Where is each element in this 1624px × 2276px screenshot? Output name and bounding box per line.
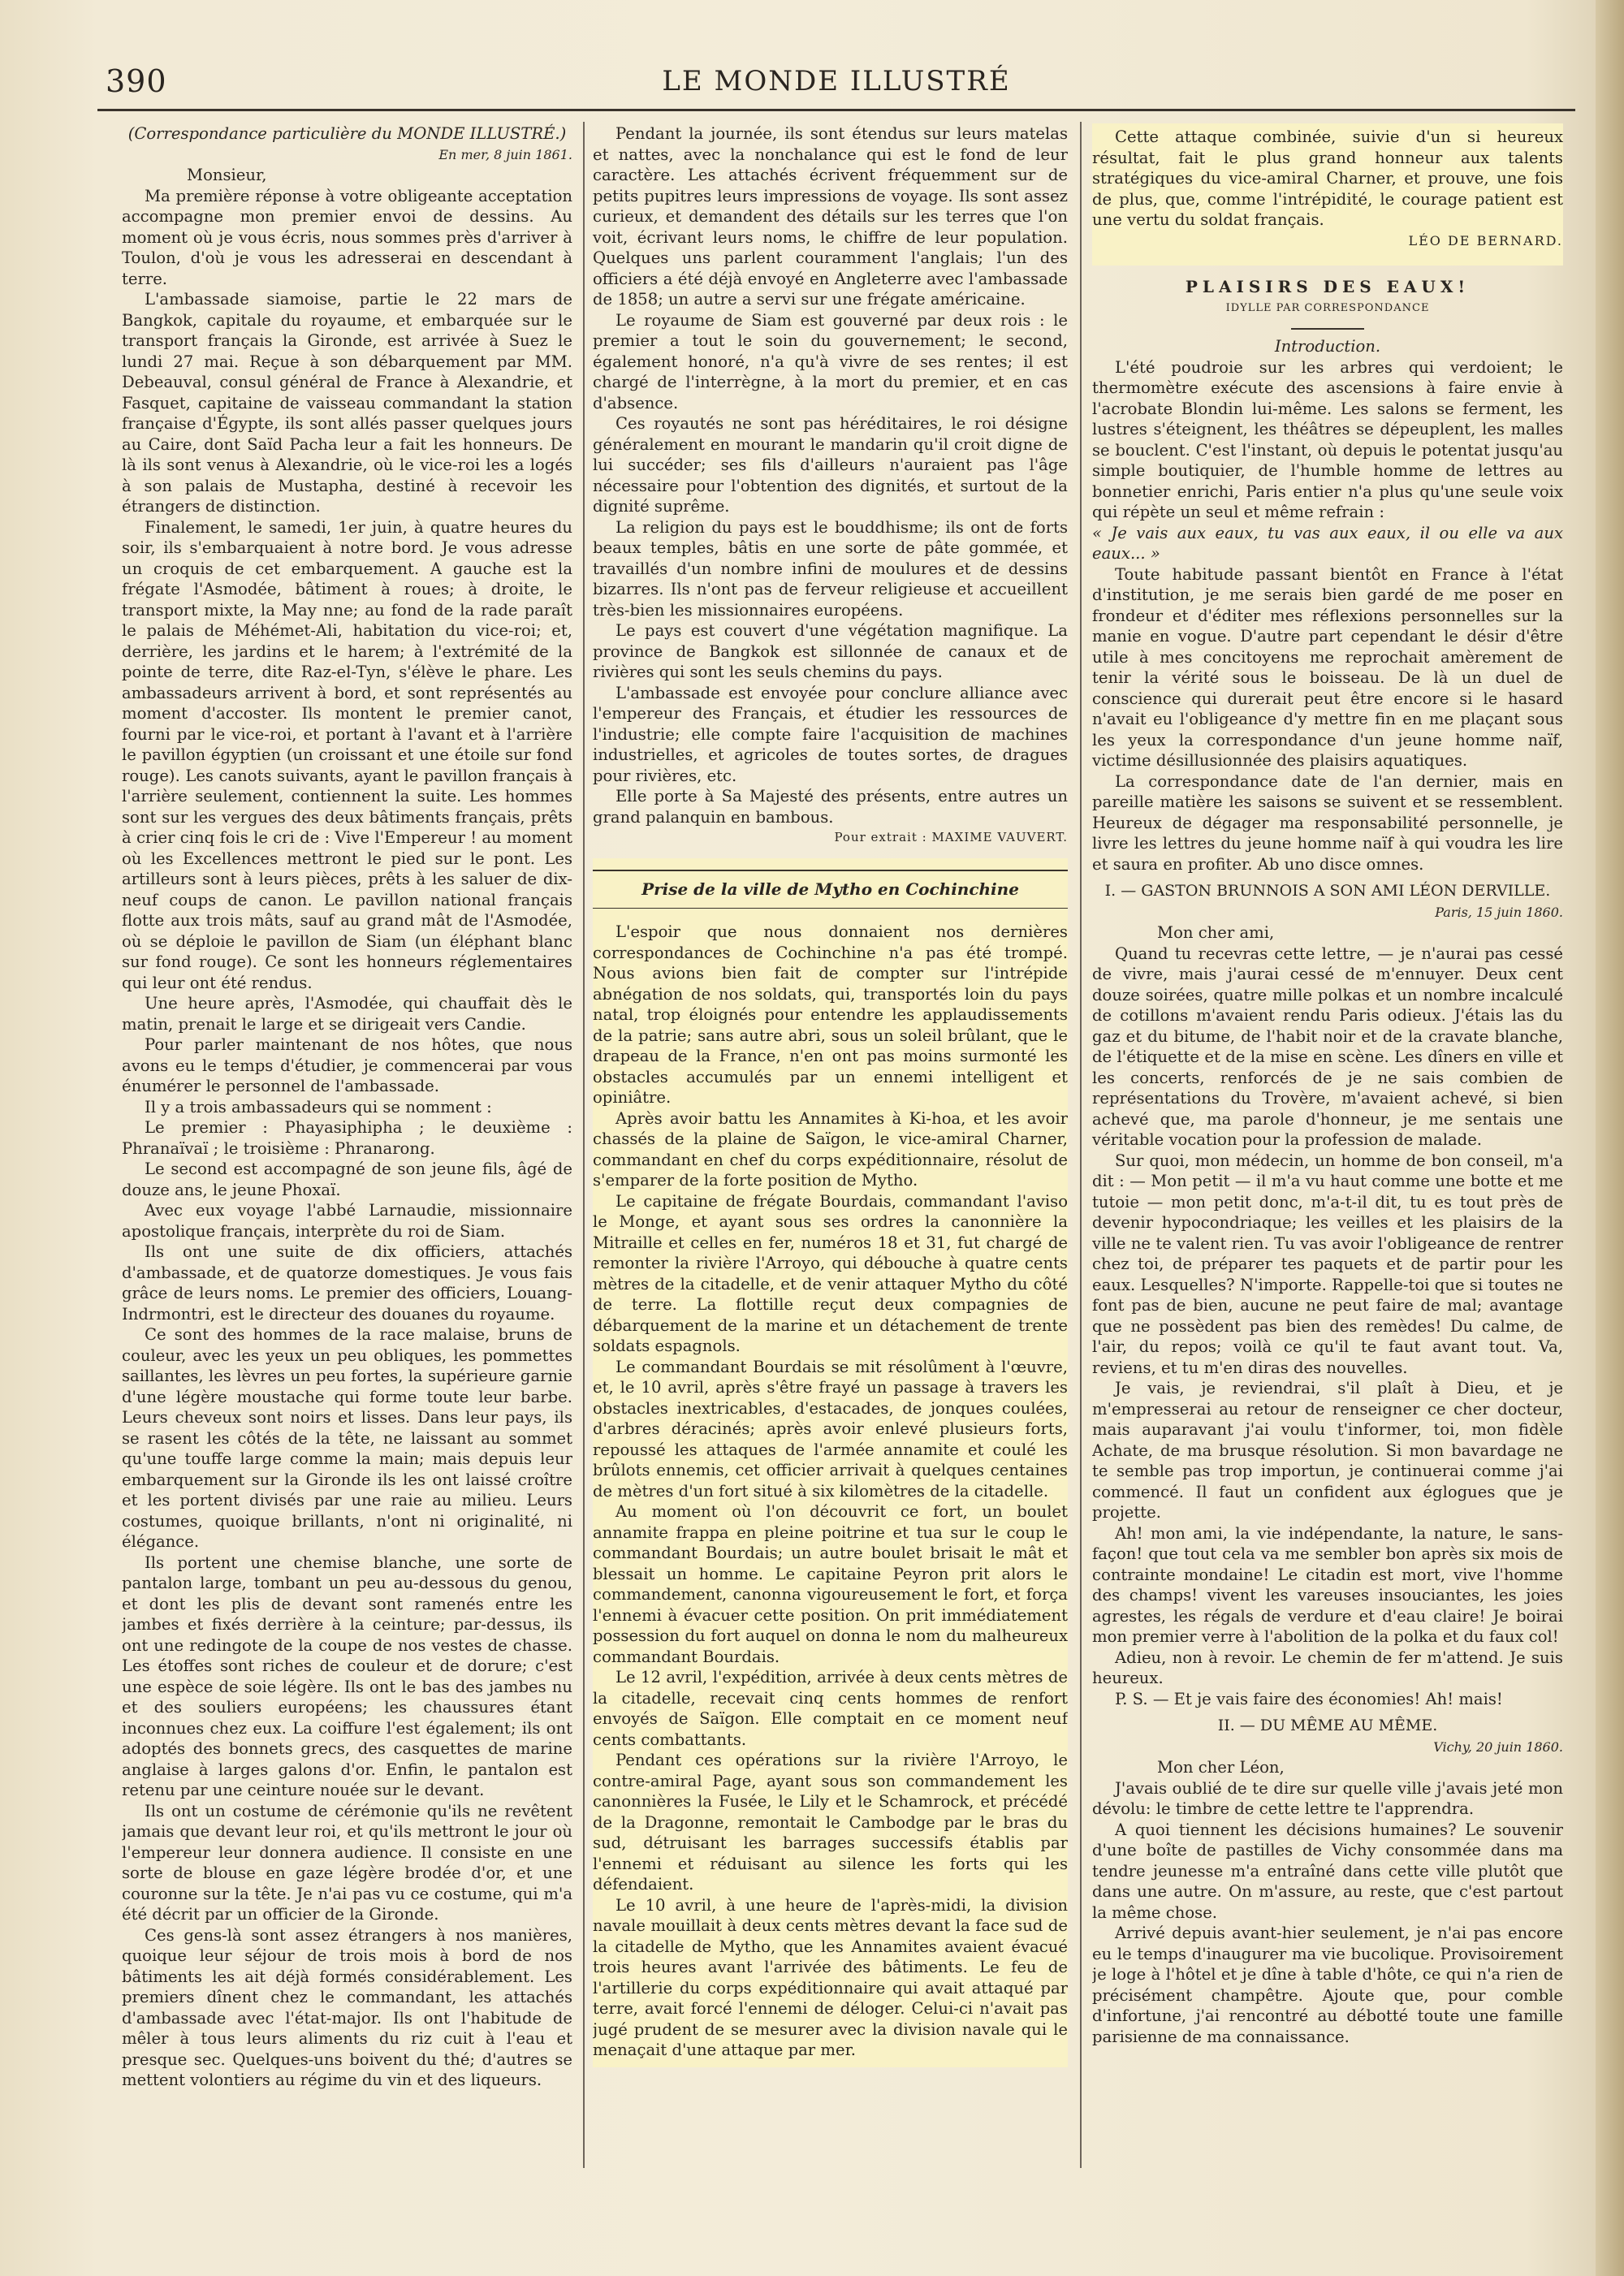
- paragraph: Le second est accompagné de son jeune fils, âgé de douze ans, le jeune Phoxaï.: [122, 1160, 572, 1199]
- salutation: Monsieur,: [187, 166, 267, 184]
- paragraph: Ils ont un costume de cérémonie qu'ils ne revêtent jamais que devant leur roi, et qu'ils mettront le jour où l'empereur leur donnera audience. Il consiste en une sorte de blouse en gaze légère brodée d'or, et une couronne sur la tête. Je n'ai pas vu ce costume, qui m'a été décrit par un officier de la Gironde.: [122, 1801, 572, 1924]
- paragraph: J'avais oublié de te dire sur quelle ville j'avais jeté mon dévolu: le timbre de cette lettre te l'apprendra.: [1092, 1778, 1563, 1818]
- paragraph: Adieu, non à revoir. Le chemin de fer m'attend. Je suis heureux.: [1092, 1648, 1563, 1687]
- page-header: [97, 63, 1575, 106]
- paragraph: Toute habitude passant bientôt en France à l'état d'institution, je me serais bien gardé de me poser en frondeur et d'éditer mes réflexions personnelles sur la manie en vogue. D'autre part cependant le désir d'être utile à mes concitoyens me reprochait amèrement de tenir la vérité sous le boisseau. De là un duel de conscience qui durerait peut être encore si le hasard n'avait eu l'obligeance d'y mettre fin en me plaçant sous les yeux la correspondance d'un jeune homme naïf, victime désillusionnée des plaisirs aquatiques.: [1092, 564, 1563, 770]
- paragraph: L'ambassade siamoise, partie le 22 mars de Bangkok, capitale du royaume, et embarquée sur le transport français la Gironde, est arrivée à Suez le lundi 27 mai. Reçue à son débarquement par MM. Debeauval, consul général de France à Alexandrie, et Fasquet, capitaine de vaisseau commandant la station française d'Égypte, ils sont allés passer quelques jours au Caire, dont Saïd Pacha leur a fait les honneurs. De là ils sont venus à Alexandrie, où le vice-roi les a logés à son palais de Mustapha, destiné à recevoir les étrangers de distinction.: [122, 290, 572, 516]
- paragraph: Avec eux voyage l'abbé Larnaudie, missionnaire apostolique français, interprète du roi de Siam.: [122, 1201, 572, 1241]
- intro-heading: Introduction.: [1274, 337, 1381, 356]
- mytho-article-end: [1092, 123, 1563, 266]
- column-2: [593, 123, 1068, 2170]
- paragraph: Il y a trois ambassadeurs qui se nomment :: [145, 1097, 492, 1116]
- paragraph: Elle porte à Sa Majesté des présents, entre autres un grand palanquin en bambous.: [593, 787, 1068, 827]
- paragraph: Sur quoi, mon médecin, un homme de bon conseil, m'a dit : — Mon petit — il m'a vu haut comme une botte et me tutoie — mon petit donc, m'a-t-il dit, tu es tout près de devenir hypocondriaque; les veilles et les plaisirs de la ville ne te valent rien. Tu vas avoir l'obligeance de rentrer chez toi, de préparer tes paquets et de partir pour les eaux. Lesquelles? N'importe. Rappelle-toi que si toutes ne font pas de bien, aucune ne peut faire de mal; avantage que ne possèdent pas bien des remèdes! Du calme, de l'air, du repos; voilà ce qu'il te faut avant tout. Va, reviens, et tu m'en diras des nouvelles.: [1092, 1151, 1563, 1377]
- column-divider: [1080, 122, 1082, 2168]
- paragraph: Le royaume de Siam est gouverné par deux rois : le premier a tout le soin du gouvernement; le second, également honoré, n'a qu'à vivre de ses rentes; il est chargé de l'interrègne, à la mort du premier, et en cas d'absence.: [593, 310, 1068, 412]
- paragraph: Le commandant Bourdais se mit résolûment à l'œuvre, et, le 10 avril, après s'être frayé un passage à travers les obstacles inextricables, d'estacades, de jonques coulées, d'arbres déracinés; après avoir enlevé plusieurs forts, repoussé les attaques de l'armée annamite et coulé les brûlots ennemis, cet officier arrivait à quelques centaines de mètres d'un fort situé à six kilomètres de la citadelle.: [593, 1357, 1068, 1501]
- paragraph: L'espoir que nous donnaient nos dernières correspondances de Cochinchine n'a pas été trompé. Nous avions bien fait de compter sur l'intrépide abnégation de nos soldats, qui, transportés loin du pays natal, trop éloignés pour entendre les applaudissements de la patrie; sans autre abri, sous un soleil brûlant, que le drapeau de la France, n'en ont pas moins surmonté les obstacles accumulés par un ennemi intelligent et opiniâtre.: [593, 922, 1068, 1107]
- chapter-heading: I. — GASTON BRUNNOIS A SON AMI LÉON DERVILLE.: [1104, 882, 1551, 900]
- paragraph: Ces gens-là sont assez étrangers à nos manières, quoique leur séjour de trois mois à bord de nos bâtiments les ait déjà formés considérablement. Les premiers dînent chez le commandant, les attachés d'ambassade avec l'état-major. Ils ont l'habitude de mêler à tous leurs aliments du riz cuit à l'eau et presque sec. Quelques-uns boivent du thé; d'autres se mettent volontiers au régime du vin et des liqueurs.: [122, 1925, 572, 2089]
- paragraph: La correspondance date de l'an dernier, mais en pareille matière les saisons se suivent et se ressemblent. Heureux de dégager ma responsabilité personnelle, je livre les lettres du jeune homme naïf à qui voudra les lire et saura en profiter. Ab uno disce omnes.: [1092, 771, 1563, 874]
- article-title: Prise de la ville de Mytho en Cochinchine: [593, 870, 1068, 909]
- masthead-title: LE MONDE ILLUSTRÉ: [662, 65, 1011, 97]
- paragraph: Le capitaine de frégate Bourdais, commandant l'aviso le Monge, et ayant sous ses ordres la canonnière la Mitraille et celles en fer, numéros 18 et 31, fut chargé de remonter la rivière l'Arroyo, qui débouche à quatre cents mètres de la citadelle, et de venir attaquer Mytho du côté de terre. La flottille reçut deux compagnies de débarquement de la marine et un détachement de trente soldats espagnols.: [593, 1191, 1068, 1355]
- paragraph: L'été poudroie sur les arbres qui verdoient; le thermomètre exécute des ascensions à faire envie à l'acrobate Blondin lui-même. Les salons se ferment, les lustres s'éteignent, les théâtres se dépeuplent, les malles se bouclent. C'est l'instant, où depuis le potentat jusqu'au simple boutiquier, de l'humble homme de lettres au bonnetier enrichi, Paris entier n'a plus qu'une seule voix qui répète un seul et même refrain :: [1092, 357, 1563, 521]
- section-rule: [1291, 328, 1364, 330]
- paragraph: Pendant la journée, ils sont étendus sur leurs matelas et nattes, avec la nonchalance qui est le fond de leur caractère. Les attachés écrivent fréquemment sur de petits pupitres leurs impressions de voyage. Ils sont assez curieux, et demandent des détails sur les terres que l'on voit, écrivant leurs noms, le chiffre de leur population. Quelques uns parlent couramment l'anglais; l'un des officiers a été déjà envoyé en Angleterre avec l'ambassade de 1858; un autre a servi sur une frégate américaine.: [593, 124, 1068, 309]
- paragraph: Ces royautés ne sont pas héréditaires, le roi désigne généralement en mourant le mandarin qu'il croit digne de lui succéder; ses fils d'ailleurs n'auraient pas l'âge nécessaire pour l'obtention des dignités, et surtout de la dignité suprême.: [593, 414, 1068, 516]
- paragraph: A quoi tiennent les décisions humaines? Le souvenir d'une boîte de pastilles de Vichy consommée dans ma tendre jeunesse m'a entraîné dans cette ville plutôt que dans une autre. On m'assure, au reste, que c'est partout la même chose.: [1092, 1820, 1563, 1922]
- paragraph: Le 10 avril, à une heure de l'après-midi, la division navale mouillait à deux cents mètres devant la face sud de la citadelle de Mytho, que les Annamites avaient évacué trois heures avant l'arrivée des bâtiments. Le feu de l'artillerie du corps expéditionnaire qui avait attaqué par terre, avait forcé l'ennemi de déloger. Celui-ci n'avait pas jugé prudent de se mesurer avec la division navale qui le menaçait d'une attaque par mer.: [593, 1895, 1068, 2059]
- paragraph: Le premier : Phayasiphipha ; le deuxième : Phranaïvaï ; le troisième : Phranarong.: [122, 1118, 572, 1158]
- paragraph: L'ambassade est envoyée pour conclure alliance avec l'empereur des Français, et étudier les ressources de l'industrie; elle compte faire l'acquisition de machines industrielles, et agricoles de toutes sortes, de dragues pour rivières, etc.: [593, 683, 1068, 785]
- paragraph: Arrivé depuis avant-hier seulement, je n'ai pas encore eu le temps d'inaugurer ma vie bucolique. Provisoirement je loge à l'hôtel et je dîne à table d'hôte, ce qui n'a rien de précisément champêtre. Ajoute que, pour comble d'infortune, j'ai rencontré au débotté toute une famille parisienne de ma connaissance.: [1092, 1924, 1563, 2046]
- header-rule: [97, 109, 1575, 111]
- letter-salutation: Mon cher ami,: [1157, 923, 1275, 942]
- page-binding-edge: [1596, 0, 1624, 2276]
- paragraph: Ah! mon ami, la vie indépendante, la nature, le sans-façon! que tout cela va me sembler bon après six mois de contrainte mondaine! Le citadin est mort, vive l'homme des champs! vivent les vareuses insouciantes, les joies agrestes, les régals de verdure et d'eau claire! Je boirai mon premier verre à l'abolition de la polka et du faux col!: [1092, 1523, 1563, 1646]
- paragraph: Une heure après, l'Asmodée, qui chauffait dès le matin, prenait le large et se dirigeait vers Candie.: [122, 994, 572, 1034]
- paragraph: Après avoir battu les Annamites à Ki-hoa, et les avoir chassés de la plaine de Saïgon, le vice-amiral Charner, commandant en chef du corps expéditionnaire, résolut de s'emparer de la forte position de Mytho.: [593, 1108, 1068, 1190]
- paragraph: Le pays est couvert d'une végétation magnifique. La province de Bangkok est sillonnée de canaux et de rivières qui sont les seuls chemins du pays.: [593, 621, 1068, 681]
- paragraph: Ils ont une suite de dix officiers, attachés d'ambassade, et de quatorze domestiques. Je vous fais grâce de leurs noms. Le premier des officiers, Louang-Indrmontri, est le directeur des douanes du royaume.: [122, 1242, 572, 1324]
- paragraph: Au moment où l'on découvrit ce fort, un boulet annamite frappa en pleine poitrine et tua sur le coup le commandant Bourdais; un autre boulet brisait le mât et blessait un homme. Le capitaine Peyron prit alors le commandement, canonna vigoureusement le fort, et força l'ennemi à évacuer cette position. On prit immédiatement possession du fort auquel on donna le nom du malheureux commandant Bourdais.: [593, 1502, 1068, 1666]
- paragraph: Ma première réponse à votre obligeante acceptation accompagne mon premier envoi de dessins. Au moment où je vous écris, nous sommes près d'arriver à Toulon, d'où je vous les adresserai en descendant à terre.: [122, 186, 572, 288]
- section-title: PLAISIRS DES EAUX!: [1185, 277, 1471, 296]
- dateline: En mer, 8 juin 1861.: [438, 146, 572, 162]
- correspondence-intro: (Correspondance particulière du MONDE ILLUSTRÉ.): [127, 124, 567, 143]
- letter-date: Paris, 15 juin 1860.: [1435, 904, 1563, 920]
- postscript: P. S. — Et je vais faire des économies! Ah! mais!: [1115, 1689, 1503, 1708]
- paragraph: Pour parler maintenant de nos hôtes, que nous avons eu le temps d'étudier, je commencerai par vous énumérer le personnel de l'ambassade.: [122, 1035, 572, 1095]
- column-divider: [583, 122, 585, 2168]
- paragraph: Quand tu recevras cette lettre, — je n'aurai pas cessé de vivre, mais j'aurai cessé de m'ennuyer. Deux cent douze soirées, quatre mille polkas et un nombre incalculé de cotillons m'avaient rendu Paris odieux. J'étais las du gaz et du bitume, de l'habit noir et de la cravate blanche, de l'étiquette et de la mise en scène. Les dîners en ville et les concerts, renforcés de je ne sais combien de représentations du Trovère, m'avaient achevé, si bien achevé que, ma parole d'honneur, je me sentais une véritable vocation pour la profession de malade.: [1092, 944, 1563, 1149]
- page-number: 390: [106, 63, 167, 99]
- refrain: « Je vais aux eaux, tu vas aux eaux, il ou elle va aux eaux... »: [1092, 523, 1563, 563]
- letter-salutation: Mon cher Léon,: [1157, 1758, 1285, 1777]
- paragraph: Finalement, le samedi, 1er juin, à quatre heures du soir, ils s'embarquaient à notre bord. Je vous adresse un croquis de cet embarquement. A gauche est la frégate l'Asmodée, bâtiment à roues; à droite, le transport mixte, la May nne; au fond de la rade paraît le palais de Méhémet-Ali, habitation du vice-roi; et, derrière, les jardins et le harem; à l'extrémité de la pointe de terre, dite Raz-el-Tyn, s'élève le phare. Les ambassadeurs arrivent à bord, et sont représentés au moment d'accoster. Ils montent le premier canot, fourni par le vice-roi, et portant à l'avant et à l'arrière le pavillon égyptien (un croissant et une étoile sur fond rouge). Les canots suivants, ayant le pavillon français à l'arrière seulement, contiennent la suite. Les hommes sont sur les vergues des deux bâtiments français, prêts à crier cinq fois le cri de : Vive l'Empereur ! au moment où les Excellences mettront le pied sur le pont. Les artilleurs sont à leurs pièces, prêts à les saluer de dix-neuf coups de canon. Le pavillon national français flotte aux trois mâts, sauf au grand mât de l'Asmodée, où se déploie le pavillon de Siam (un éléphant blanc sur fond rouge). Ce sont les honneurs réglementaires qui leur ont été rendus.: [122, 517, 572, 992]
- paragraph: La religion du pays est le bouddhisme; ils ont de forts beaux temples, bâtis en une sorte de pâte gommée, et travaillés d'un nombre infini de moulures et de dessins bizarres. Ils n'ont pas de ferveur religieuse et accueillent très-bien les missionnaires européens.: [593, 517, 1068, 620]
- article-signature: LÉO DE BERNARD.: [1408, 232, 1563, 248]
- signature: Pour extrait : MAXIME VAUVERT.: [834, 830, 1068, 844]
- column-3: [1092, 123, 1563, 2170]
- column-1: [122, 123, 572, 2170]
- section-subtitle: IDYLLE PAR CORRESPONDANCE: [1225, 301, 1430, 314]
- paragraph: Le 12 avril, l'expédition, arrivée à deux cents mètres de la citadelle, recevait cinq cents hommes de renfort envoyés de Saïgon. Elle comptait en ce moment neuf cents combattants.: [593, 1668, 1068, 1749]
- paragraph: Je vais, je reviendrai, s'il plaît à Dieu, et je m'empresserai au retour de renseigner ce cher docteur, mais auparavant j'ai voulu t'informer, toi, mon fidèle Achate, de ma brusque résolution. Si mon bavardage ne te semble pas trop importun, je continuerai comme j'ai commencé. Il faut un confident aux églogues que je projette.: [1092, 1379, 1563, 1522]
- paragraph: Cette attaque combinée, suivie d'un si heureux résultat, fait le plus grand honneur aux talents stratégiques du vice-amiral Charner, et prouve, une fois de plus, que, comme l'intrépidité, le courage patient est une vertu du soldat français.: [1092, 127, 1563, 229]
- paragraph: Pendant ces opérations sur la rivière l'Arroyo, le contre-amiral Page, ayant sous son commandement les canonnières la Fusée, le Lily et le Schamrock, et précédé de la Dragonne, remontait le Cambodge par le bras du sud, détruisant les barrages successifs établis par l'ennemi et réduisant au silence les forts qui les défendaient.: [593, 1751, 1068, 1894]
- chapter-heading: II. — DU MÊME AU MÊME.: [1217, 1717, 1438, 1734]
- mytho-article: [593, 858, 1068, 2067]
- paragraph: Ils portent une chemise blanche, une sorte de pantalon large, tombant un peu au-dessous du genou, et dont les plis de devant sont ramenés entre les jambes et fixés derrière à la ceinture; par-dessus, ils ont une redingote de la coupe de nos vestes de chasse. Les étoffes sont riches de couleur et de dorure; c'est une espèce de soie légère. Ils ont le bas des jambes nu et des souliers européens; les chaussures étant inconnues chez eux. La coiffure l'est également; ils ont adoptés des bonnets grecs, des casquettes de marine anglaise à larges galons d'or. Enfin, le pantalon est retenu par une ceinture nouée sur le devant.: [122, 1553, 572, 1799]
- paragraph: Ce sont des hommes de la race malaise, bruns de couleur, avec les yeux un peu obliques, les pommettes saillantes, les lèvres un peu fortes, la supérieure garnie d'une légère moustache qui forme toute leur barbe. Leurs cheveux sont noirs et lisses. Dans leur pays, ils se rasent les côtés de la tête, ne laissant au sommet qu'une touffe large comme la main; mais depuis leur embarquement sur la Gironde ils les ont laissé croître et les portent divisés par une raie au milieu. Leurs costumes, quoique brillants, n'ont ni originalité, ni élégance.: [122, 1325, 572, 1551]
- letter-date: Vichy, 20 juin 1860.: [1433, 1738, 1563, 1755]
